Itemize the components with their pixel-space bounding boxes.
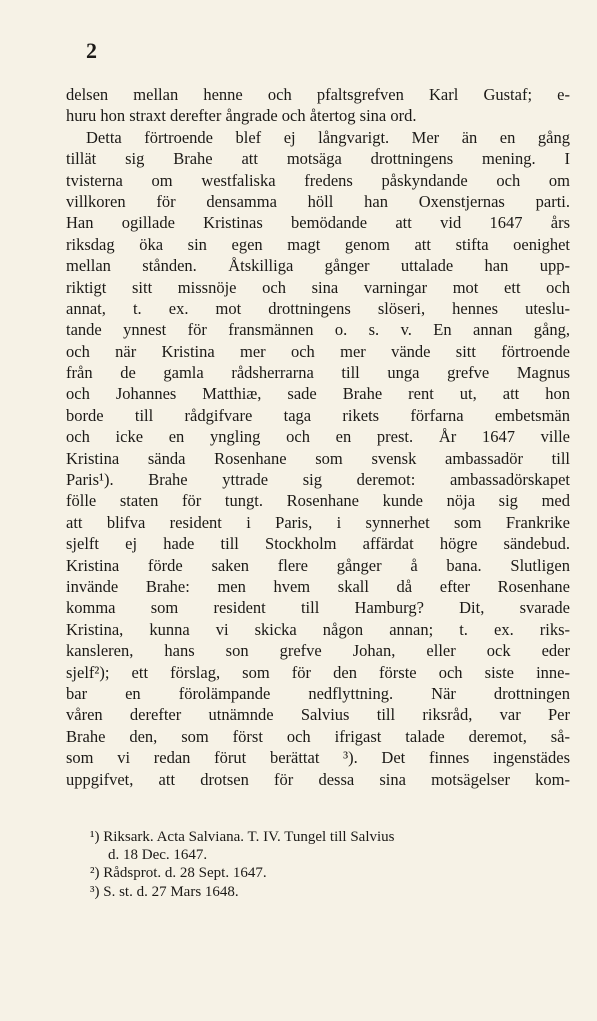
text-line: Kristina förde saken flere gånger å bana. Slutligen [66,555,570,575]
text-line: sjelf²); ett förslag, som för den förste och siste inne- [66,662,570,682]
text-line: Kristina, kunna vi skicka någon annan; t. ex. riks- [66,619,570,639]
text-line: och när Kristina mer och mer vände sitt förtroende [66,341,570,361]
text-line: tande ynnest för fransmännen o. s. v. En annan gång, [66,320,570,340]
text-line: att blifva resident i Paris, i synnerhet som Frankrike [66,512,570,532]
text-line: fölle staten för tungt. Rosenhane kunde nöja sig med [66,491,570,511]
text-line: bar en förolämpande nedflyttning. När drottningen [66,683,570,703]
text-line: och icke en yngling och en prest. År 1647 ville [66,427,570,447]
footnote-line: ³) S. st. d. 27 Mars 1648. [90,883,239,900]
footnotes [90,828,570,901]
page-number: 2 [86,38,97,63]
text-line: borde till rådgifvare taga rikets förfarna embetsmän [66,405,570,425]
body-text [66,84,570,790]
text-line: tvisterna om westfaliska fredens påskyndande och om [66,170,570,190]
text-line: annat, t. ex. mot drottningens slöseri, hennes uteslu- [66,298,570,318]
text-line: Han ogillade Kristinas bemödande att vid 1647 års [66,213,570,233]
footnote-line: ²) Rådsprot. d. 28 Sept. 1647. [90,865,267,882]
text-line: mellan stånden. Åtskilliga gånger uttalade han upp- [66,256,570,276]
text-line: riksdag öka sin egen magt genom att stifta oenighet [66,234,570,254]
text-line: Brahe den, som först och ifrigast talade deremot, så- [66,726,570,746]
text-line: delsen mellan henne och pfaltsgrefven Karl Gustaf; e- [66,85,570,104]
text-line: Paris¹). Brahe yttrade sig deremot: ambassadörskapet [66,470,570,490]
text-line: riktigt sitt missnöje och sina varningar mot ett och [66,277,570,297]
text-line: och Johannes Matthiæ, sade Brahe rent ut, att hon [66,384,570,404]
text-line: Detta förtroende blef ej långvarigt. Mer än en gång [86,127,570,147]
text-line: som vi redan förut berättat ³). Det finnes ingenstädes [66,748,570,768]
text-line: tillät sig Brahe att motsäga drottningens mening. I [66,149,570,169]
footnote-line: ¹) Riksark. Acta Salviana. T. IV. Tungel till Salvius [90,829,395,845]
text-line: uppgifvet, att drotsen för dessa sina motsägelser kom- [66,769,570,789]
text-line: invände Brahe: men hvem skall då efter Rosenhane [66,576,570,596]
text-line: villkoren för densamma höll han Oxenstjernas parti. [66,191,570,211]
footnote-line: d. 18 Dec. 1647. [108,847,208,864]
text-line: sjelft ej hade till Stockholm affärdat högre sändebud. [66,534,570,554]
text-line: huru hon straxt derefter ångrade och återtog sina ord. [66,106,417,126]
text-line: komma som resident till Hamburg? Dit, svarade [66,598,570,618]
text-line: kansleren, hans son grefve Johan, eller ock eder [66,641,570,661]
text-line: våren derefter utnämnde Salvius till riksråd, var Per [66,705,570,725]
text-line: från de gamla rådsherrarna till unga grefve Magnus [66,363,570,383]
text-line: Kristina sända Rosenhane som svensk ambassadör till [66,448,570,468]
